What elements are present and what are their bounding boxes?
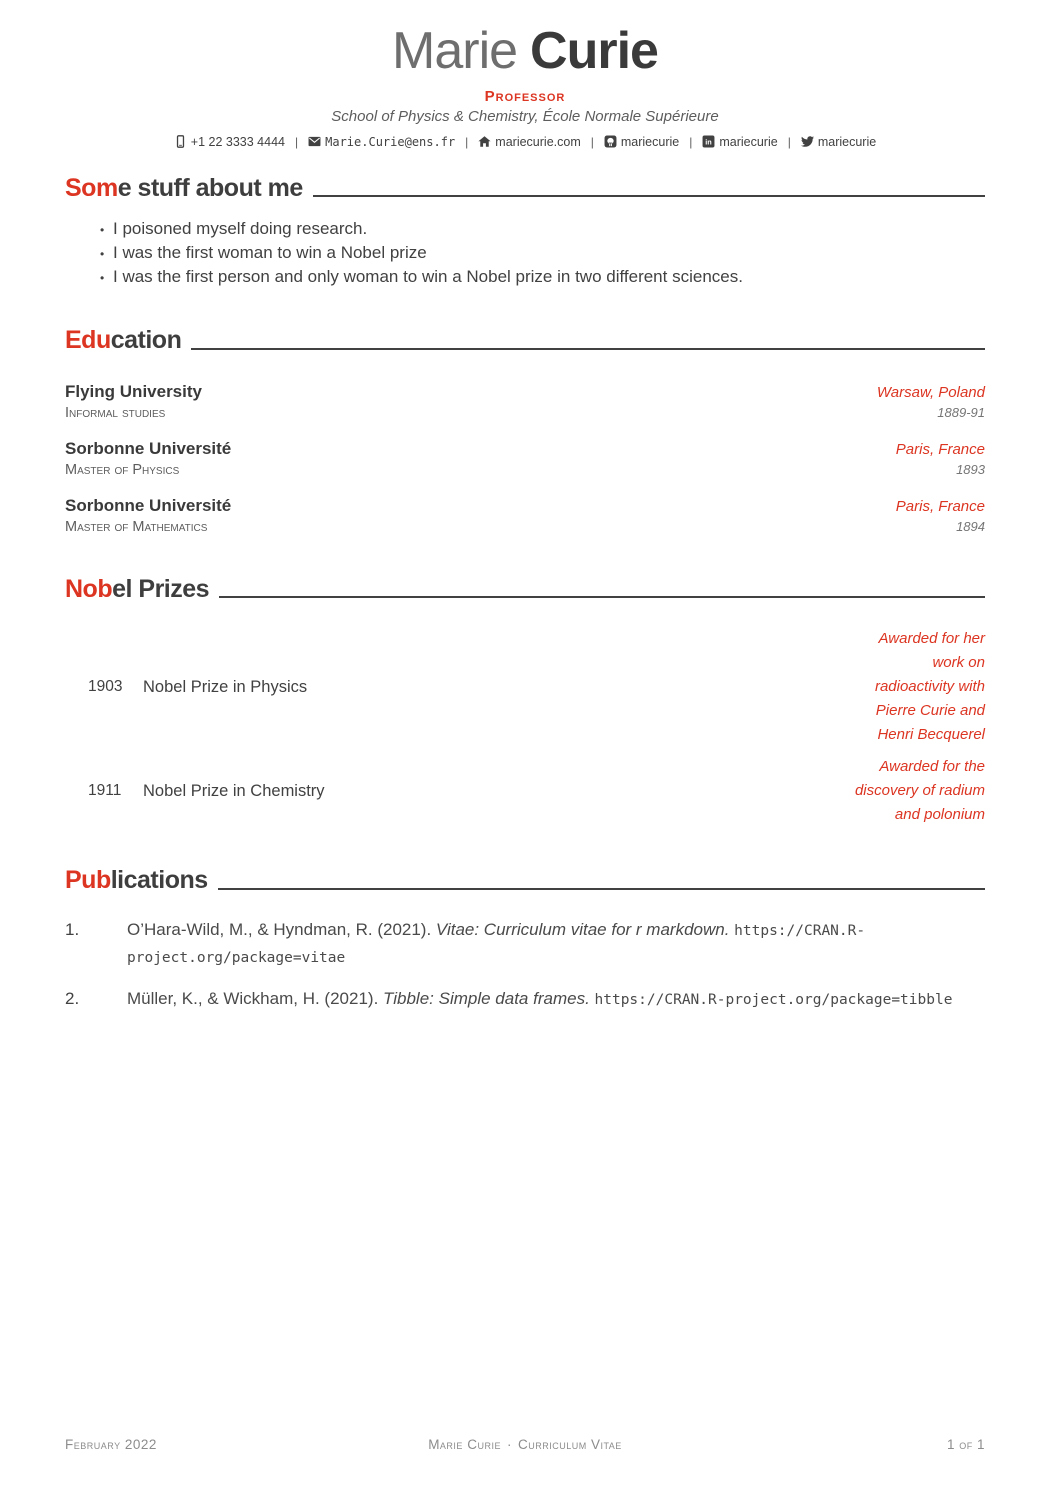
first-name: Marie [392,22,518,80]
education-entries [65,380,985,538]
contact-website-text: mariecurie.com [495,134,581,149]
contact-separator: | [465,134,469,149]
linkedin-icon [702,135,715,148]
institution-name: Flying University [65,381,202,401]
section-title-rest: el Prizes [112,574,210,603]
degree-dates: 1893 [956,461,985,477]
github-icon [604,135,617,148]
section-rule [219,596,985,598]
contact-separator: | [787,134,791,149]
publication-number: 2. [65,988,80,1008]
prize-year: 1911 [88,782,122,800]
cv-header [0,0,1050,149]
section-title-about [65,175,985,203]
publication-text [127,917,985,971]
mobile-icon [174,135,187,148]
publication-item [65,986,985,1013]
svg-text:in: in [705,137,713,147]
prize-description: Awarded for her work on radioactivity with Pierre Curie and Henri Becquerel [874,630,985,744]
institution-location: Paris, France [895,497,985,515]
footer-doc-type: Curriculum Vitae [517,1437,622,1452]
section-education [65,327,985,538]
contact-separator: | [590,134,594,149]
twitter-icon [801,135,814,148]
contact-github[interactable] [604,135,679,149]
section-rule [218,888,985,890]
publication-authors: O’Hara-Wild, M., & Hyndman, R. (2021). [127,919,436,939]
institution-location: Warsaw, Poland [876,383,985,401]
institution-name: Sorbonne Université [65,438,232,458]
nobel-entry [65,755,985,827]
contact-email[interactable] [308,135,455,149]
section-title-highlight: Nob [65,574,113,603]
publication-list [65,917,985,1013]
contact-linkedin[interactable] [702,135,777,149]
footer-name: Marie Curie [428,1437,501,1452]
education-entry [65,494,985,538]
about-bullet: • I poisoned myself doing research. [100,217,985,241]
degree-name: Master of Physics [65,461,180,478]
publication-number: 1. [65,919,80,939]
section-about [65,175,985,290]
education-entry [65,437,985,481]
degree-name: Informal studies [65,404,166,421]
contact-email-text: Marie.Curie@ens.fr [325,134,456,149]
home-icon [478,135,491,148]
contact-website[interactable] [478,135,580,149]
institution-name: Sorbonne Université [65,495,232,515]
degree-dates: 1889-91 [937,404,985,420]
section-rule [191,348,985,350]
education-entry [65,380,985,424]
institution-location: Paris, France [895,440,985,458]
cv-body [65,175,985,1013]
section-title-rest: lications [110,866,208,895]
section-publications [65,867,985,1013]
section-title-highlight: Som [65,173,118,202]
page-footer [65,1437,985,1452]
prize-description: Awarded for the discovery of radium and polonium [854,758,985,824]
section-rule [313,195,985,197]
about-bullet-list [100,217,985,289]
nobel-entry [65,627,985,747]
about-bullet: • I was the first woman to win a Nobel prize [100,241,985,265]
contact-separator: | [295,134,299,149]
nobel-entries [65,627,985,827]
prize-title: Nobel Prize in Physics [143,677,308,696]
footer-page-number: 1 of 1 [946,1437,985,1452]
section-title-rest: e stuff about me [117,173,303,202]
publication-title: Vitae: Curriculum vitae for r markdown. [435,919,735,939]
contact-twitter[interactable] [801,135,876,149]
section-nobel-prizes [65,576,985,828]
position-label: Professor [484,87,566,105]
address-line: School of Physics & Chemistry, École Normale Supérieure [331,107,719,125]
footer-separator: · [506,1437,512,1452]
about-bullet: • I was the first person and only woman to win a Nobel prize in two different sciences. [100,265,985,289]
section-title-highlight: Pub [65,866,111,895]
contact-bar [0,135,1050,149]
section-title-nobel [65,576,985,604]
contact-separator: | [689,134,693,149]
publication-authors: Müller, K., & Wickham, H. (2021). [127,988,384,1008]
contact-github-text: mariecurie [620,134,680,149]
contact-twitter-text: mariecurie [817,134,877,149]
contact-phone [174,135,285,149]
last-name: Curie [530,22,658,80]
section-title-publications [65,867,985,895]
section-title-education [65,327,985,355]
prize-year: 1903 [88,678,123,696]
contact-phone-text: +1 22 3333 4444 [190,134,285,149]
footer-date: February 2022 [65,1437,157,1452]
publication-text [127,986,985,1013]
contact-linkedin-text: mariecurie [719,134,778,149]
publication-url[interactable]: https://CRAN.R-project.org/package=vitae [127,922,866,966]
section-title-highlight: Edu [65,326,111,355]
envelope-icon [308,135,321,148]
prize-title: Nobel Prize in Chemistry [143,781,325,800]
publication-title: Tibble: Simple data frames. [383,988,595,1008]
page-title [0,24,1050,79]
publication-item [65,917,985,971]
degree-name: Master of Mathematics [65,518,208,535]
footer-title [65,1437,985,1452]
publication-url[interactable]: https://CRAN.R-project.org/package=tibble [594,991,953,1008]
section-title-rest: cation [110,326,182,355]
degree-dates: 1894 [956,518,985,534]
